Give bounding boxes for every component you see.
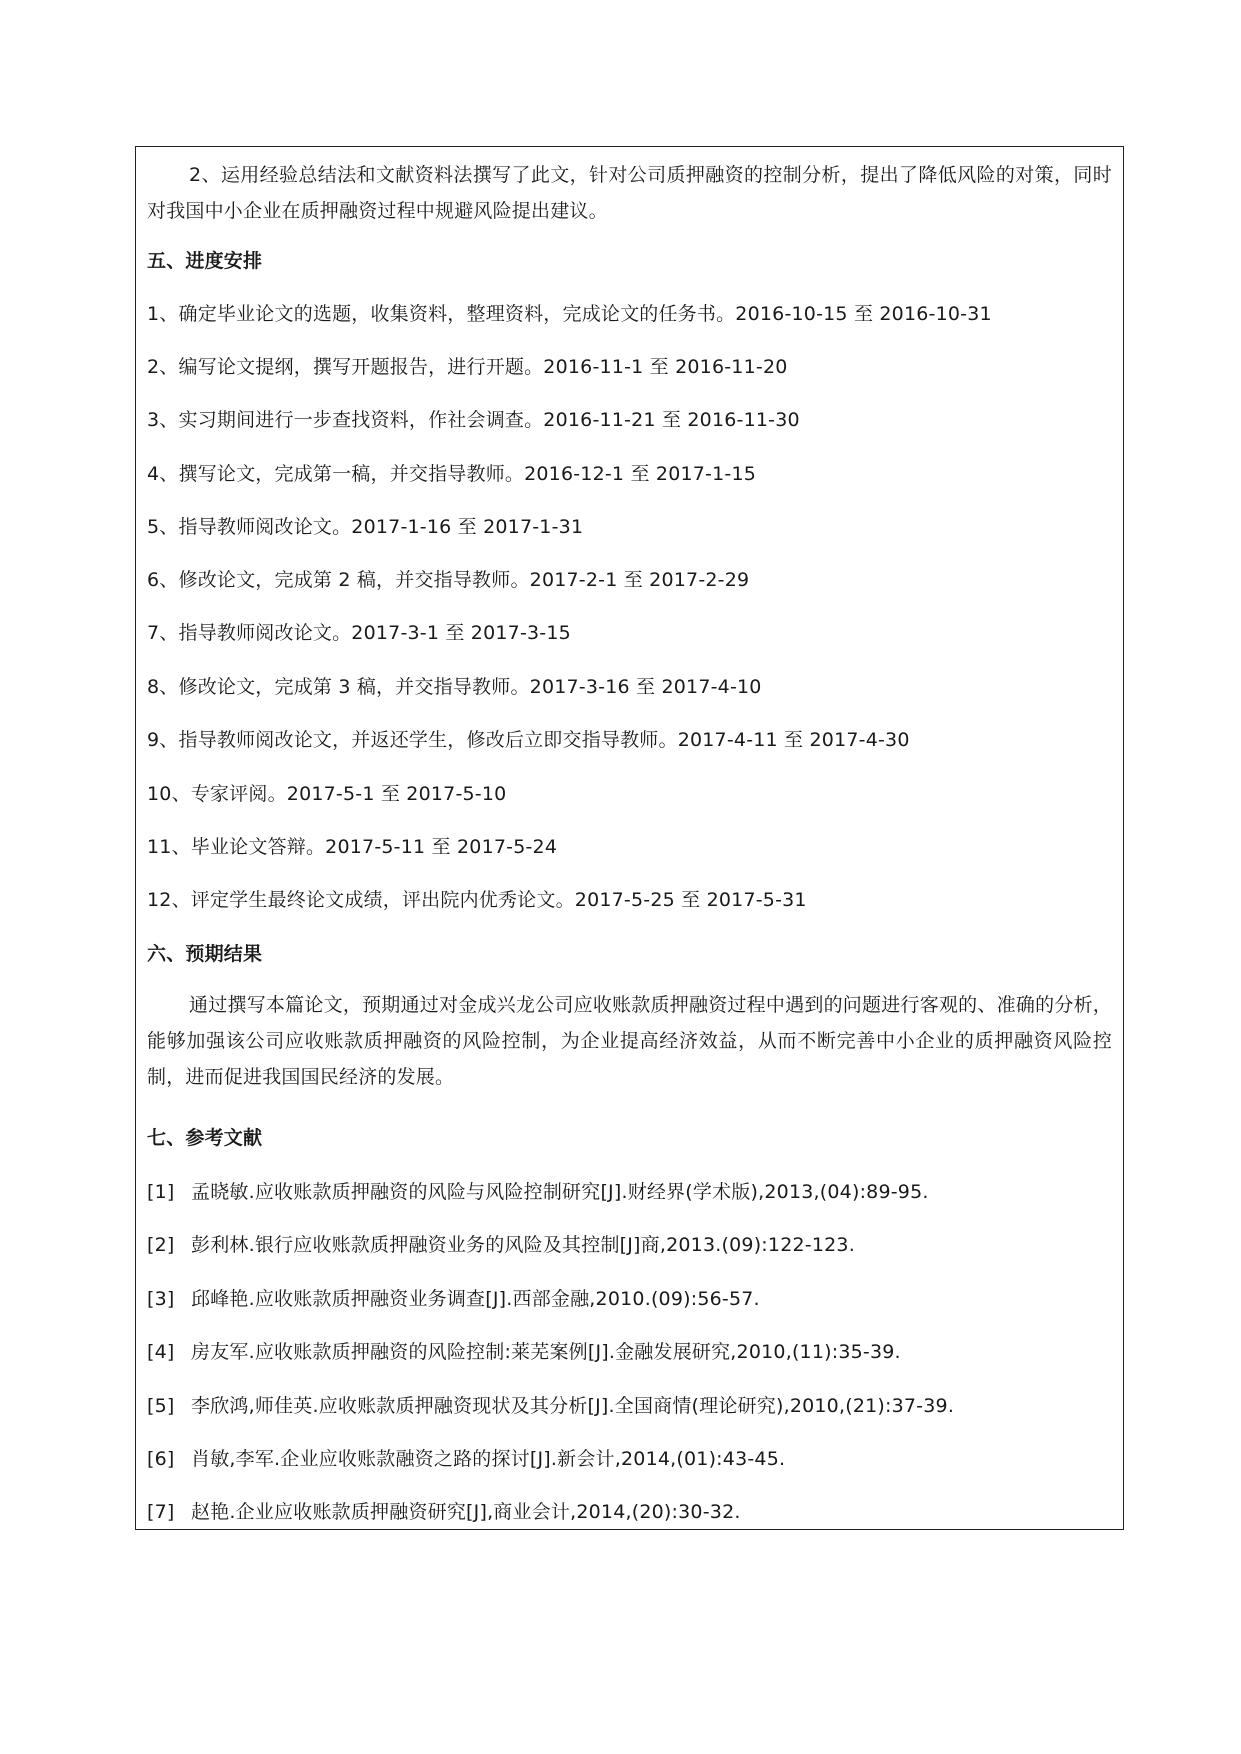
- schedule-item: 7、指导教师阅改论文。2017-3-1 至 2017-3-15: [147, 622, 571, 644]
- reference-number: [7]: [147, 1501, 175, 1523]
- reference-item: [147, 1177, 1112, 1207]
- reference-text: 李欣鸿,师佳英.应收账款质押融资现状及其分析[J].全国商情(理论研究),2010,(21):37-39.: [191, 1395, 955, 1417]
- schedule-item: 6、修改论文，完成第 2 稿，并交指导教师。2017-2-1 至 2017-2-29: [147, 569, 750, 591]
- schedule-item: 3、实习期间进行一步查找资料，作社会调查。2016-11-21 至 2016-11-30: [147, 409, 800, 431]
- reference-text: 房友军.应收账款质押融资的风险控制:莱芜案例[J].金融发展研究,2010,(11):35-39.: [191, 1341, 901, 1363]
- expected-results-paragraph: 通过撰写本篇论文，预期通过对金成兴龙公司应收账款质押融资过程中遇到的问题进行客观的、准确的分析，能够加强该公司应收账款质押融资的风险控制，为企业提高经济效益，从而不断完善中小企业的质押融资风险控制，进而促进我国国民经济的发展。: [147, 994, 1112, 1088]
- intro-paragraph: 2、运用经验总结法和文献资料法撰写了此文，针对公司质押融资的控制分析，提出了降低风险的对策，同时对我国中小企业在质押融资过程中规避风险提出建议。: [147, 164, 1112, 222]
- reference-number: [3]: [147, 1288, 175, 1310]
- reference-number: [6]: [147, 1448, 175, 1470]
- reference-text: 肖敏,李军.企业应收账款融资之路的探讨[J].新会计,2014,(01):43-45.: [191, 1448, 786, 1470]
- schedule-item: 11、毕业论文答辩。2017-5-11 至 2017-5-24: [147, 836, 558, 858]
- reference-number: [4]: [147, 1341, 175, 1363]
- reference-item: [147, 1444, 1112, 1474]
- section-heading-expected-results: 六、预期结果: [147, 943, 263, 965]
- section-heading-schedule: 五、进度安排: [147, 250, 263, 272]
- section-heading-references: 七、参考文献: [147, 1127, 263, 1149]
- reference-text: 邱峰艳.应收账款质押融资业务调查[J].西部金融,2010.(09):56-57.: [191, 1288, 760, 1310]
- schedule-item: 8、修改论文，完成第 3 稿，并交指导教师。2017-3-16 至 2017-4-10: [147, 676, 762, 698]
- reference-item: [147, 1284, 1112, 1314]
- reference-text: 赵艳.企业应收账款质押融资研究[J],商业会计,2014,(20):30-32.: [191, 1501, 741, 1523]
- schedule-item: 10、专家评阅。2017-5-1 至 2017-5-10: [147, 783, 507, 805]
- schedule-item: 12、评定学生最终论文成绩，评出院内优秀论文。2017-5-25 至 2017-5-31: [147, 889, 807, 911]
- document-frame: [135, 146, 1124, 1530]
- reference-text: 彭利林.银行应收账款质押融资业务的风险及其控制[J]商,2013.(09):122-123.: [191, 1234, 855, 1256]
- reference-number: [1]: [147, 1181, 175, 1203]
- reference-item: [147, 1230, 1112, 1260]
- reference-item: [147, 1497, 1112, 1527]
- schedule-item: 5、指导教师阅改论文。2017-1-16 至 2017-1-31: [147, 516, 584, 538]
- reference-number: [2]: [147, 1234, 175, 1256]
- reference-item: [147, 1391, 1112, 1421]
- schedule-item: 4、撰写论文，完成第一稿，并交指导教师。2016-12-1 至 2017-1-15: [147, 463, 757, 485]
- schedule-item: 1、确定毕业论文的选题，收集资料，整理资料，完成论文的任务书。2016-10-15 至 2016-10-31: [147, 303, 992, 325]
- reference-number: [5]: [147, 1395, 175, 1417]
- reference-text: 孟晓敏.应收账款质押融资的风险与风险控制研究[J].财经界(学术版),2013,(04):89-95.: [191, 1181, 929, 1203]
- reference-item: [147, 1337, 1112, 1367]
- schedule-item: 9、指导教师阅改论文，并返还学生，修改后立即交指导教师。2017-4-11 至 2017-4-30: [147, 729, 910, 751]
- schedule-item: 2、编写论文提纲，撰写开题报告，进行开题。2016-11-1 至 2016-11-20: [147, 356, 788, 378]
